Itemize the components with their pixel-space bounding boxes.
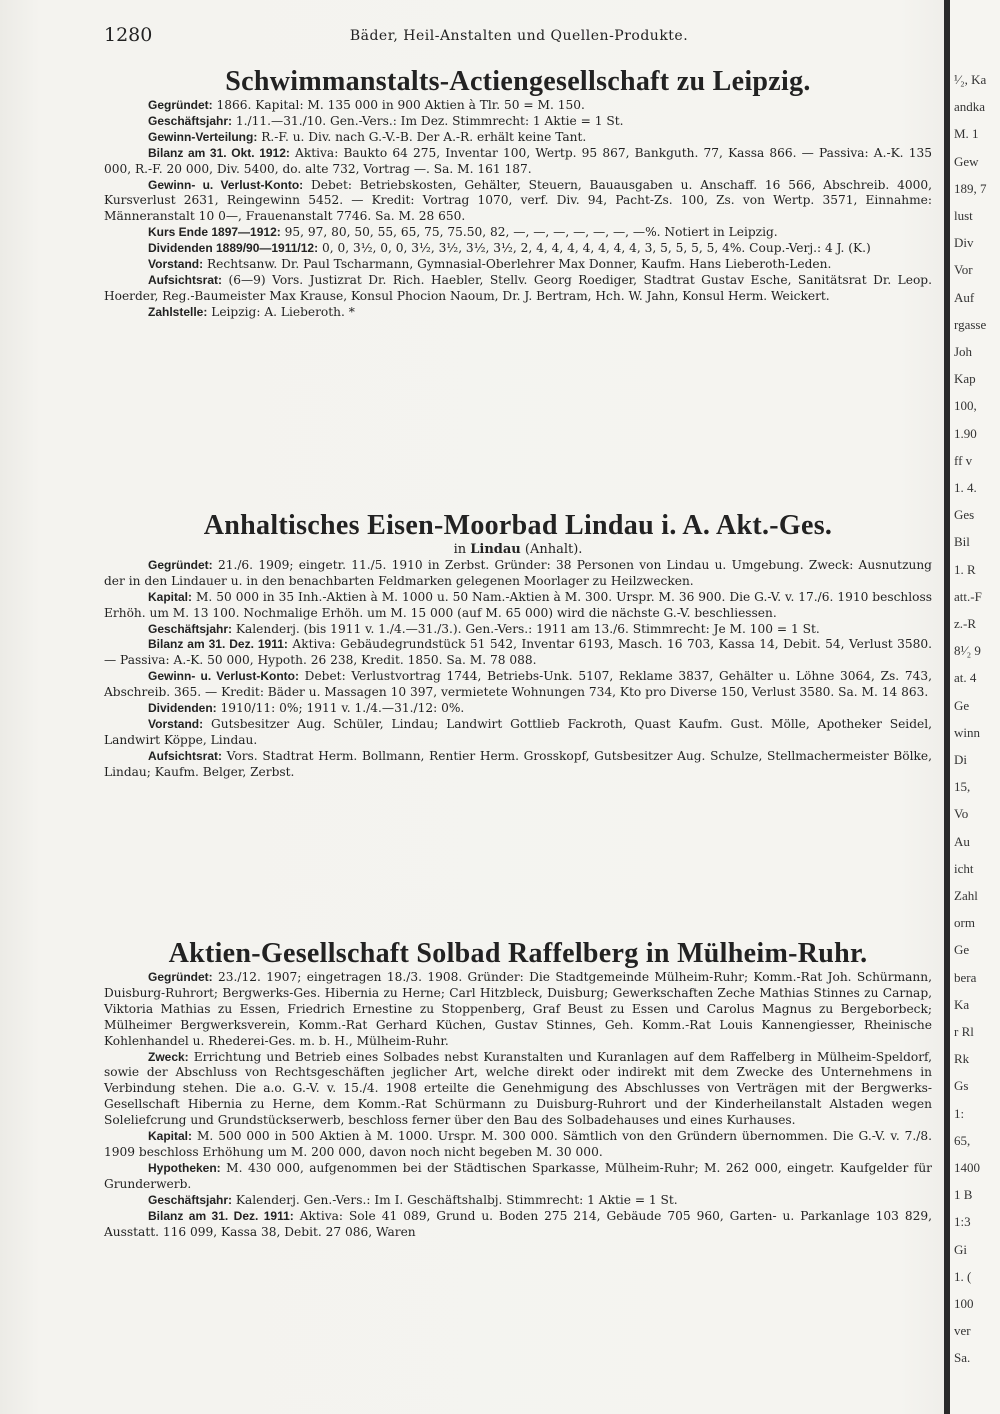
next-page-fragment: 1 B — [954, 1187, 973, 1203]
next-page-fragment: Auf — [954, 289, 975, 305]
entry-line-supervisory-board: Aufsichtsrat: (6—9) Vors. Justizrat Dr. Rich. Haebler, Stellv. Georg Roediger, Stadtrat Gustav Esche, Sanitätsrat Dr. Leop. Hoerder, Reg.-Baumeister Max Krause, Konsul Phocion Naoum, Dr. J. Bertram, Hch. W. Jahn, Konsul Herm. Weickert. — [104, 272, 932, 303]
entry-line-balance: Bilanz am 31. Okt. 1912: Aktiva: Baukto 64 275, Inventar 100, Wertp. 95 867, Bankguth. 77, Kassa 866. — Passiva: A.-K. 135 000, R.-F. 20 000, Div. 5400, do. alte 732, Vortrag —. Sa. M. 161 187. — [104, 145, 932, 176]
next-page-fragment: 1400 — [954, 1160, 980, 1175]
entry-line-founded: Gegründet: 21./6. 1909; eingetr. 11./5. 1910 in Zerbst. Gründer: 38 Personen von Lindau u. Umgebung. Zweck: Ausnutzung der in den Lindauer u. in den benachbarten Feldmarken gelegenen Moorlager zu Heilzwecken. — [104, 557, 932, 588]
next-page-fragment: Ge — [954, 942, 970, 958]
next-page-fragment: Div — [954, 235, 974, 251]
entry-line-dividends: Dividenden: 1910/11: 0%; 1911 v. 1./4.—31./12: 0%. — [148, 701, 465, 716]
entry-line-profit-distribution: Gewinn-Verteilung: R.-F. u. Div. nach G.-V.-B. Der A.-R. erhält keine Tant. — [148, 129, 587, 144]
next-page-fragment: 100 — [954, 1296, 974, 1311]
company-title: Aktien-Gesellschaft Solbad Raffelberg in Mülheim-Ruhr. — [168, 938, 868, 969]
next-page-fragment: andka — [954, 99, 986, 115]
next-page-fragment: orm — [954, 915, 975, 931]
next-page-fragment: rgasse — [954, 316, 987, 332]
company-entry-raffelberg — [104, 938, 932, 1240]
company-entry-lindau — [104, 510, 932, 781]
next-page-fragment: Ka — [954, 996, 970, 1012]
entry-line-fiscal-year: Geschäftsjahr: 1./11.—31./10. Gen.-Vers.: Im Dez. Stimmrecht: 1 Aktie = 1 St. — [148, 113, 624, 128]
entry-line-purpose: Zweck: Errichtung und Betrieb eines Solbades nebst Kuranstalten und Kuranlagen auf dem Raffelberg in Mülheim-Speldorf, sowie der Abschluss von Rechtsgeschäften jeglicher Art, welche direkt oder indirekt mit dem Zwecke des Unternehmens in Verbindung stehen. Die a.o. G.-V. v. 15./4. 1908 erteilte die Genehmigung des Abschlusses von Verträgen mit der Bergwerks-Gesellschaft Hibernia zu Herne, dem Komm.-Rat Schürmann zu Duisburg-Ruhrort und der Kinderheilanstalt Alstaden wegen Soleliefcrung und Grundstückserwerb, beschloss ferner über den Bau des Solbadehauses und eines Kurhauses. — [104, 1049, 932, 1128]
next-page-fragment: ver — [954, 1323, 971, 1339]
next-page-fragment: 15, — [954, 779, 971, 795]
next-page-fragment: bera — [954, 969, 977, 985]
next-page-fragment: r Rl — [954, 1024, 974, 1039]
entry-line-balance: Bilanz am 31. Dez. 1911: Aktiva: Gebäudegrundstück 51 542, Inventar 6193, Masch. 16 703, Kassa 14, Debit. 54, Verlust 3580. — Passiva: A.-K. 50 000, Hypoth. 26 238, Kredit. 1850. Sa. M. 78 088. — [104, 637, 932, 668]
entry-line-paying-agent: Zahlstelle: Leipzig: A. Lieberoth. * — [148, 304, 355, 319]
next-page-fragment: ff v — [954, 452, 973, 468]
next-page-fragment: Vo — [954, 806, 969, 822]
next-page-fragment: winn — [954, 724, 980, 740]
entry-line-profit-loss: Gewinn- u. Verlust-Konto: Debet: Betriebskosten, Gehälter, Steuern, Bauausgaben u. Anschaff. 16 566, Abschreib. 4000, Kursverlust 2631, Reingewinn 5452. — Kredit: Vortrag 1070, verf. Div. 94, Pacht-Zs. 100, Zs. von Wertp. 3571, Einnahme: Männeranstalt 10 0—, Frauenanstalt 7746. Sa. M. 28 650. — [104, 177, 932, 224]
page-number: 1280 — [104, 24, 153, 46]
entry-line-capital: Kapital: M. 500 000 in 500 Aktien à M. 1000. Urspr. M. 300 000. Sämtlich von den Gründern übernommen. Die G.-V. v. 7./8. 1909 beschloss Erhöhung um M. 200 000, davon noch nicht begeben M. 30 000. — [104, 1129, 932, 1159]
next-page-fragment: Di — [954, 752, 967, 767]
next-page-fragment: 65, — [954, 1132, 971, 1148]
entry-line-founded: Gegründet: 23./12. 1907; eingetragen 18./3. 1908. Gründer: Die Stadtgemeinde Mülheim-Ruhr; Komm.-Rat Joh. Schürmann, Duisburg-Ruhrort; Bergwerks-Ges. Hibernia zu Herne; Carl Hitzbleck, Duisburg; Gewerkschaften Zeche Mathias Stinnes zu Carnap, Viktoria Mathias zu Essen, Friedrich Ernestine zu Stoppenberg, Graf Beust zu Essen und Carolus Magnus zu Bergeborbeck; Mülheimer Bergwerksverein, Komm.-Rat Gerhard Küchen, Gustav Stinnes, Geh. Komm.-Rat Louis Kannengiesser, Rheinische Kohlenhandel u. Rhederei-Ges. m. b. H., Mülheim-Ruhr. — [104, 970, 932, 1048]
running-title: Bäder, Heil-Anstalten und Quellen-Produkte. — [349, 28, 689, 44]
next-page-fragment: Gi — [954, 1241, 967, 1257]
next-page-fragment: 189, 7 — [954, 180, 987, 196]
entry-line-fiscal-year: Geschäftsjahr: Kalenderj. (bis 1911 v. 1./4.—31./3.). Gen.-Vers.: 1911 am 13./6. Stimmrecht: Je M. 100 = 1 St. — [148, 621, 820, 636]
entry-line-capital: Kapital: M. 50 000 in 35 Inh.-Aktien à M. 1000 u. 50 Nam.-Aktien à M. 300. Urspr. M. 36 900. Die G.-V. v. 17./6. 1910 beschloss Erhöh. um M. 13 100. Nochmalige Erhöh. um M. 15 000 (auf M. 65 000) wird die nächste G.-V. beschliessen. — [104, 589, 932, 620]
next-page-edge — [950, 0, 1000, 1414]
company-title: Anhaltisches Eisen-Moorbad Lindau i. A. Akt.-Ges. — [203, 510, 833, 541]
next-page-fragment: Au — [954, 833, 970, 849]
next-page-fragment: 1. R — [954, 561, 976, 577]
next-page-fragment: Sa. — [954, 1350, 971, 1366]
next-page-fragment: at. 4 — [954, 670, 977, 686]
next-page-fragment: Bil — [954, 534, 970, 550]
entry-line-dividends: Dividenden 1889/90—1911/12: 0, 0, 3½, 0, 0, 3½, 3½, 3½, 3½, 2, 4, 4, 4, 4, 4, 4, 4, 3, 5, 5, 5, 5, 4%. Coup.-Verj.: 4 J. (K.) — [148, 241, 871, 256]
next-page-fragment: z.-R — [954, 616, 977, 631]
company-title: Schwimmanstalts-Actiengesellschaft zu Leipzig. — [225, 66, 811, 97]
next-page-fragment: 1:3 — [954, 1214, 971, 1230]
next-page-fragment: 1.90 — [954, 425, 977, 441]
next-page-fragment: 1. 4. — [954, 480, 977, 495]
entry-line-founded: Gegründet: 1866. Kapital: M. 135 000 in 900 Aktien à Tlr. 50 = M. 150. — [148, 98, 585, 112]
next-page-fragment: icht — [954, 860, 974, 876]
next-page-fragment: 1: — [954, 1105, 965, 1121]
next-page-fragment: Ge — [954, 697, 970, 713]
entry-line-share-price: Kurs Ende 1897—1912: 95, 97, 80, 50, 55, 65, 75, 75.50, 82, —, —, —, —, —, —, —%. Notiert in Leipzig. — [148, 225, 778, 240]
entry-line-board: Vorstand: Gutsbesitzer Aug. Schüler, Lindau; Landwirt Gottlieb Fackroth, Quast Kaufm. Gust. Mölle, Apotheker Seidel, Landwirt Köppe, Lindau. — [104, 716, 932, 747]
next-page-fragment: Joh — [954, 344, 973, 359]
next-page-fragment: Zahl — [954, 888, 978, 903]
next-page-fragment: 8¹⁄₂ 9 — [954, 643, 981, 659]
next-page-fragment: Vor — [954, 262, 973, 278]
next-page-fragment: Kap — [954, 371, 976, 387]
page-header — [104, 24, 934, 52]
company-entry-schwimmanstalt — [104, 66, 932, 321]
next-page-fragment: 100, — [954, 398, 977, 414]
entry-line-supervisory-board: Aufsichtsrat: Vors. Stadtrat Herm. Bollmann, Rentier Herm. Grosskopf, Gutsbesitzer Aug. Schulze, Stellmachermeister Bölke, Lindau; Kaufm. Belger, Zerbst. — [104, 748, 932, 779]
next-page-fragment: lust — [954, 208, 973, 223]
next-page-fragment: Ges — [954, 507, 975, 523]
entry-line-board: Vorstand: Rechtsanw. Dr. Paul Tscharmann, Gymnasial-Oberlehrer Max Donner, Kaufm. Hans Lieberoth-Leden. — [148, 257, 832, 272]
next-page-fragment: Gs — [954, 1078, 969, 1094]
entry-line-balance: Bilanz am 31. Dez. 1911: Aktiva: Sole 41 089, Grund u. Boden 275 214, Gebäude 705 960, Garten- u. Parkanlage 103 829, Ausstatt. 116 099, Kassa 38, Debit. 27 086, Waren — [104, 1208, 932, 1239]
next-page-fragment: M. 1 — [954, 126, 979, 142]
entry-line-fiscal-year: Geschäftsjahr: Kalenderj. Gen.-Vers.: Im I. Geschäftshalbj. Stimmrecht: 1 Aktie = 1 St. — [148, 1192, 678, 1207]
entry-line-profit-loss: Gewinn- u. Verlust-Konto: Debet: Verlustvortrag 1744, Betriebs-Unk. 5107, Reklame 3837, Gehälter u. Löhne 3064, Zs. 743, Abschreib. 365. — Kredit: Bäder u. Massagen 10 397, vermietete Wohnungen 734, Kto pro Diverse 150, Verlust 3580. Sa. M. 14 863. — [104, 669, 932, 700]
next-page-fragment: Rk — [954, 1051, 970, 1067]
entry-line-mortgages: Hypotheken: M. 430 000, aufgenommen bei der Städtischen Sparkasse, Mülheim-Ruhr; M. 262 000, eingetr. Kaufgelder für Grunderwerb. — [104, 1160, 932, 1191]
company-location: in Lindau (Anhalt). — [453, 542, 583, 557]
next-page-fragment: att.-F — [954, 588, 982, 604]
next-page-fragment: Gew — [954, 153, 979, 169]
next-page-fragment: 1. ( — [954, 1268, 972, 1284]
next-page-fragment: ¹⁄₂, Ka — [954, 72, 987, 87]
